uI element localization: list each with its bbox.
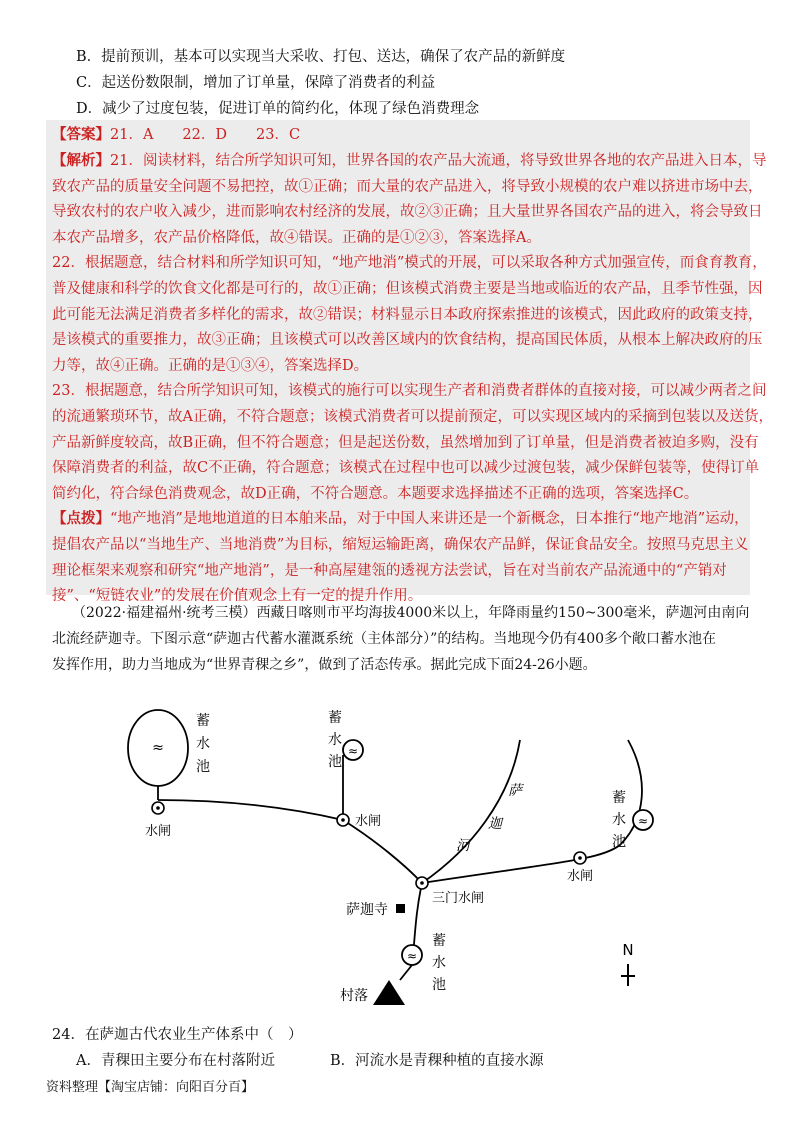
intro-line-3: 发挥作用，助力当地成为“世界青稞之乡”，做到了活态传承。据此完成下面24-26小题。 <box>52 657 597 673</box>
question-option-a: A．青稞田主要分布在村落附近 <box>76 1053 275 1069</box>
river-label-1: 萨 <box>508 783 522 799</box>
river-label-2: 迦 <box>488 816 502 832</box>
village-label: 村落 <box>340 988 368 1004</box>
reservoir-left-label-3: 池 <box>196 759 210 775</box>
analysis-text-span: 提倡农产品以“当地生产、当地消费”为目标，缩短运输距离，确保农产品鲜，保证食品安全。按照马克思主义 <box>52 537 749 553</box>
reservoir-right-label-1: 蓄 <box>612 790 626 806</box>
reservoir-right-label-3: 池 <box>612 834 626 850</box>
analysis-text-span: 23．根据题意，结合所学知识可知，该模式的施行可以实现生产者和消费者群体的直接对接，可以减少两者之间 <box>52 383 767 400</box>
reservoir-left-label-1: 蓄 <box>196 713 210 729</box>
canal-mid <box>343 820 422 883</box>
analysis-line <box>52 506 749 532</box>
gate-mid-label: 水闸 <box>355 814 382 829</box>
analysis-text-span: 的流通繁琐环节，故A正确，不符合题意；该模式消费者可以提前预定，可以实现区域内的采摘到包装以及送货， <box>52 409 773 425</box>
river-label-3: 河 <box>456 838 470 854</box>
option-b-prev: B．提前预训，基本可以实现当大采收、打包、送达，确保了农产品的新鲜度 <box>76 49 566 65</box>
question-stem: 24．在萨迦古代农业生产体系中（ ） <box>52 1027 303 1043</box>
analysis-line <box>52 174 763 200</box>
pool-right-glyph: ≈ <box>637 814 649 828</box>
option-d-prev: D．减少了过度包装，促进订单的简约化，体现了绿色消费理念 <box>76 101 480 117</box>
analysis-line <box>52 327 763 353</box>
analysis-text-span: 产品新鲜度较高，故B正确，但不符合题意；但是起送份数，虽然增加到了订单量，但是消费者被迫多购，没有 <box>52 434 759 451</box>
analysis-text-span: 力等，故④正确。正确的是①③④，答案选择D。 <box>52 357 369 374</box>
analysis-line <box>52 378 766 404</box>
analysis-line <box>52 455 759 481</box>
river-sagya <box>422 740 520 883</box>
pool-top-glyph: ≈ <box>347 744 359 758</box>
reservoir-bottom-label-3: 池 <box>432 977 446 993</box>
option-c-prev: C．起送份数限制，增加了订单量，保障了消费者的利益 <box>76 75 436 91</box>
north-label: N <box>622 941 634 959</box>
answer-label: 【答案】 <box>52 126 110 143</box>
analysis-line <box>52 276 763 302</box>
analysis-label: 【点拨】 <box>52 510 110 528</box>
analysis-text-span: 导致农村的农户收入减少，进而影响农村经济的发展，故②③正确；且大量世界各国农产品的进入，将会导致日 <box>52 204 763 221</box>
reservoir-top-label-2: 水 <box>328 732 342 748</box>
footer-text: 资料整理【淘宝店铺：向阳百分百】 <box>46 1080 255 1095</box>
analysis-line <box>52 199 763 225</box>
reservoir-right-label-2: 水 <box>612 812 626 828</box>
analysis-text-span: “地产地消”是地地道道的日本舶来品，对于中国人来讲还是一个新概念，日本推行“地产地消”运动， <box>110 511 749 528</box>
analysis-line <box>52 225 541 251</box>
analysis-line <box>52 481 698 507</box>
reservoir-top-label-3: 池 <box>328 754 342 770</box>
temple-marker <box>396 904 405 913</box>
analysis-line <box>52 302 763 328</box>
reservoir-bottom-label-2: 水 <box>432 955 446 971</box>
analysis-text-span: 理论框架来观察和研究“地产地消”，是一种高屋建瓴的透视方法尝试，旨在对当前农产品流通中的“产销对 <box>52 562 727 579</box>
gate-left-label: 水闸 <box>144 824 172 839</box>
answer-line <box>52 122 300 148</box>
canal-left <box>158 800 343 820</box>
intro-line-1: （2022·福建福州·统考三模）西藏日喀则市平均海拔4000米以上，年降雨量约150~300毫米，萨迦河由南向 <box>72 605 750 621</box>
reservoir-left-label-2: 水 <box>196 736 210 752</box>
gate-three-label: 三门水闸 <box>432 891 485 906</box>
analysis-line <box>52 353 368 379</box>
pool-bottom-glyph: ≈ <box>406 949 418 963</box>
answer-text: 21．A 22．D 23．C <box>110 127 301 143</box>
reservoir-bottom-label-1: 蓄 <box>432 933 446 949</box>
analysis-text-span: 22．根据题意，结合材料和所学知识可知，“地产地消”模式的开展，可以采取各种方式加强宣传，而食育教育， <box>52 255 767 272</box>
analysis-line <box>52 558 727 584</box>
analysis-text-span: 保障消费者的利益，故C不正确，符合题意；该模式在过程中也可以减少过渡包装，减少保鲜包装等，使得订单 <box>52 460 760 477</box>
analysis-text-span: 致农产品的质量安全问题不易把控，故①正确；而大量的农产品进入，将导致小规模的农户难以挤进市场中去， <box>52 178 763 195</box>
question-option-b: B．河流水是青稞种植的直接水源 <box>330 1053 544 1069</box>
analysis-text-span: 21．阅读材料，结合所学知识可知，世界各国的农产品大流通，将导致世界各地的农产品进入日本，导 <box>110 153 767 169</box>
canal-right <box>422 740 642 883</box>
analysis-text-span: 是该模式的重要推力，故③正确；且该模式可以改善区域内的饮食结构，提高国民体质，从根本上解决政府的压 <box>52 332 763 349</box>
intro-line-2: 北流经萨迦寺。下图示意“萨迦古代蓄水灌溉系统（主体部分）”的结构。当地现今仍有400多个敞口蓄水池在 <box>52 631 717 647</box>
analysis-label: 【解析】 <box>52 152 110 169</box>
analysis-text-span: 简约化，符合绿色消费观念，故D正确，不符合题意。本题要求选择描述不正确的选项，答案选择C。 <box>52 485 699 502</box>
north-arrow-icon <box>621 964 635 986</box>
analysis-line <box>52 404 773 430</box>
analysis-text-span: 普及健康和科学的饮食文化都是可行的，故①正确；但该模式消费主要是当地或临近的农产品，且季节性强，因 <box>52 281 763 297</box>
gate-right-label: 水闸 <box>566 869 594 884</box>
village-marker <box>373 980 405 1005</box>
analysis-line <box>52 430 759 456</box>
pool-left-glyph: ≈ <box>152 740 164 756</box>
analysis-text-span: 本农产品增多，农产品价格降低，故④错误。正确的是①②③，答案选择A。 <box>52 229 541 246</box>
reservoir-top-label-1: 蓄 <box>328 710 342 726</box>
analysis-text-span: 此可能无法满足消费者多样化的需求，故②错误；材料显示日本政府探索推进的该模式，因此政府的政策支持， <box>52 306 763 323</box>
analysis-line <box>52 250 767 276</box>
analysis-line <box>52 532 748 558</box>
analysis-line <box>52 148 766 174</box>
irrigation-diagram <box>0 690 800 1020</box>
temple-label: 萨迦寺 <box>346 902 388 918</box>
analysis-text-span: 接”、“短链农业”的发展在价值观念上有一定的提升作用。 <box>52 588 423 605</box>
